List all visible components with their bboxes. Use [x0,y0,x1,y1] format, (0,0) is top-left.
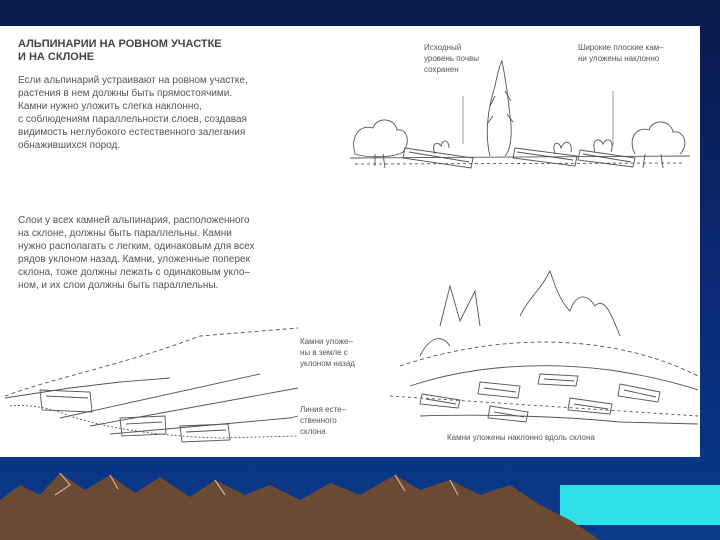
text-line: рядов уклоном назад. Камни, уложенные поперек [18,254,250,265]
label-stones-sloped-back [300,336,375,369]
text-line: склона [300,427,326,436]
paragraph-slope-site [18,214,296,292]
paragraph-flat-site [18,74,288,152]
mountain-range [0,473,600,540]
label-stones-along-slope: Камни уложены наклонно вдоль склона [447,433,595,442]
slide-heading [18,38,278,64]
mountain-landscape-decoration [0,455,720,540]
text-line: нужно располагать с легким, одинаковым для всех [18,241,255,252]
heading-line-2: И НА СКЛОНЕ [18,51,95,63]
text-line: растения в нем должны быть прямостоячими. [18,88,233,99]
label-flat-stones [578,42,688,64]
text-line: уклоном назад [300,359,355,368]
text-line: Исходный [424,43,462,52]
text-line: уровень почвы [424,54,479,63]
text-line: Если альпинарий устраивают на ровном участке, [18,75,248,86]
text-line: ны в земле с [300,348,348,357]
text-line: обнажившихся пород. [18,140,121,151]
text-line: ственного [300,416,337,425]
text-line: склона, тоже должны лежать с одинаковым укло– [18,267,251,278]
slope-section-illustration [0,326,300,446]
slope-rock-garden-illustration [380,266,700,431]
slide [0,26,700,457]
flat-rock-garden-illustration [345,56,695,186]
text-line: Линия есте– [300,405,347,414]
text-line: Широкие плоские кам– [578,43,664,52]
label-original-soil-level [424,42,504,75]
heading-line-1: АЛЬПИНАРИИ НА РОВНОМ УЧАСТКЕ [18,38,222,50]
text-line: с соблюдениям параллельности слоев, создавая [18,114,247,125]
text-line: ни уложены наклонно [578,54,660,63]
text-line: Камни нужно уложить слегка наклонно, [18,101,202,112]
label-natural-slope-line [300,404,370,437]
text-line: Камни уложе– [300,337,353,346]
text-line: Слои у всех камней альпинария, расположенного [18,215,250,226]
text-line: сохранен [424,65,459,74]
text-line: на склоне, должны быть параллельны. Камни [18,228,232,239]
text-line: видимость неглубокого естественного залегания [18,127,246,138]
text-line: ном, и их слои должны быть параллельны. [18,280,219,291]
sea-strip [560,485,720,525]
